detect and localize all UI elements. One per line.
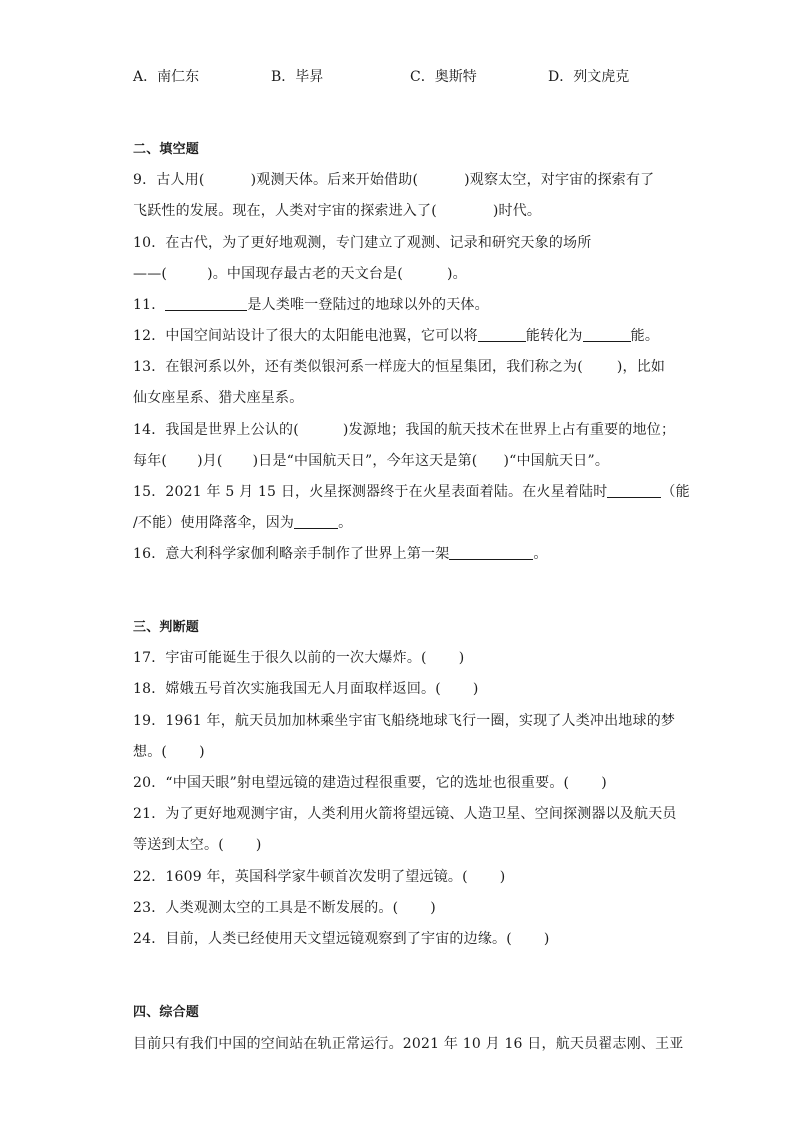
section-heading-fill-blank: 二、填空题 bbox=[133, 142, 200, 157]
question-13-line-2: 仙女座星系、猎犬座星系。 bbox=[133, 390, 304, 406]
question-20: 20．“中国天眼”射电望远镜的建造过程很重要，它的选址也很重要。( ) bbox=[133, 775, 607, 791]
option-d[interactable]: D．列文虎克 bbox=[548, 69, 630, 85]
blank-underline[interactable] bbox=[607, 483, 661, 498]
option-b[interactable]: B．毕昇 bbox=[271, 69, 324, 85]
question-12: 12．中国空间站设计了很大的太阳能电池翼，它可以将 能转化为 能。 bbox=[133, 328, 660, 344]
question-10-line-1: 10．在古代，为了更好地观测，专门建立了观测、记录和研究天象的场所 bbox=[133, 235, 592, 251]
question-16: 16．意大利科学家伽利略亲手制作了世界上第一架 。 bbox=[133, 546, 548, 562]
question-17: 17．宇宙可能诞生于很久以前的一次大爆炸。( ) bbox=[133, 650, 465, 666]
question-22: 22．1609 年，英国科学家牛顿首次发明了望远镜。( ) bbox=[133, 869, 506, 885]
question-9-line-1: 9．古人用( )观测天体。后来开始借助( )观察太空，对宇宙的探索有了 bbox=[133, 172, 655, 188]
question-23: 23．人类观测太空的工具是不断发展的。( ) bbox=[133, 900, 436, 916]
question-15-line-2: /不能）使用降落伞，因为 。 bbox=[133, 515, 353, 531]
question-18: 18．嫦娥五号首次实施我国无人月面取样返回。( ) bbox=[133, 681, 479, 697]
question-21-line-1: 21．为了更好地观测宇宙，人类利用火箭将望远镜、人造卫星、空间探测器以及航天员 bbox=[133, 806, 677, 822]
question-19-line-2: 想。( ) bbox=[133, 744, 205, 760]
option-a[interactable]: A．南仁东 bbox=[133, 69, 200, 85]
section-heading-comprehensive: 四、综合题 bbox=[133, 1005, 200, 1020]
comprehensive-intro: 目前只有我们中国的空间站在轨正常运行。2021 年 10 月 16 日，航天员翟志刚、王亚 bbox=[133, 1036, 684, 1052]
blank-underline[interactable] bbox=[478, 327, 526, 342]
blank-underline[interactable] bbox=[449, 545, 533, 560]
question-21-line-2: 等送到太空。( ) bbox=[133, 837, 262, 853]
question-9-line-2: 飞跃性的发展。现在，人类对宇宙的探索进入了( )时代。 bbox=[133, 203, 542, 219]
answer-options bbox=[0, 66, 794, 86]
section-heading-true-false: 三、判断题 bbox=[133, 620, 200, 635]
blank-underline[interactable] bbox=[165, 296, 247, 311]
question-15-line-1: 15．2021 年 5 月 15 日，火星探测器终于在火星表面着陆。在火星着陆时 （能 bbox=[133, 484, 690, 500]
option-c[interactable]: C．奥斯特 bbox=[410, 69, 477, 85]
question-24: 24．目前，人类已经使用天文望远镜观察到了宇宙的边缘。( ) bbox=[133, 931, 550, 947]
question-14-line-1: 14．我国是世界上公认的( )发源地；我国的航天技术在世界上占有重要的地位； bbox=[133, 422, 676, 438]
question-11: 11． 是人类唯一登陆过的地球以外的天体。 bbox=[133, 297, 489, 313]
blank-underline[interactable] bbox=[294, 514, 338, 529]
question-10-line-2: ——( )。中国现存最古老的天文台是( )。 bbox=[133, 266, 467, 282]
question-14-line-2: 每年( )月( )日是“中国航天日”，今年这天是第( )“中国航天日”。 bbox=[133, 453, 610, 469]
question-19-line-1: 19．1961 年，航天员加加林乘坐宇宙飞船绕地球飞行一圈，实现了人类冲出地球的梦 bbox=[133, 713, 676, 729]
question-13-line-1: 13．在银河系以外，还有类似银河系一样庞大的恒星集团，我们称之为( )，比如 bbox=[133, 359, 666, 375]
blank-underline[interactable] bbox=[583, 327, 631, 342]
